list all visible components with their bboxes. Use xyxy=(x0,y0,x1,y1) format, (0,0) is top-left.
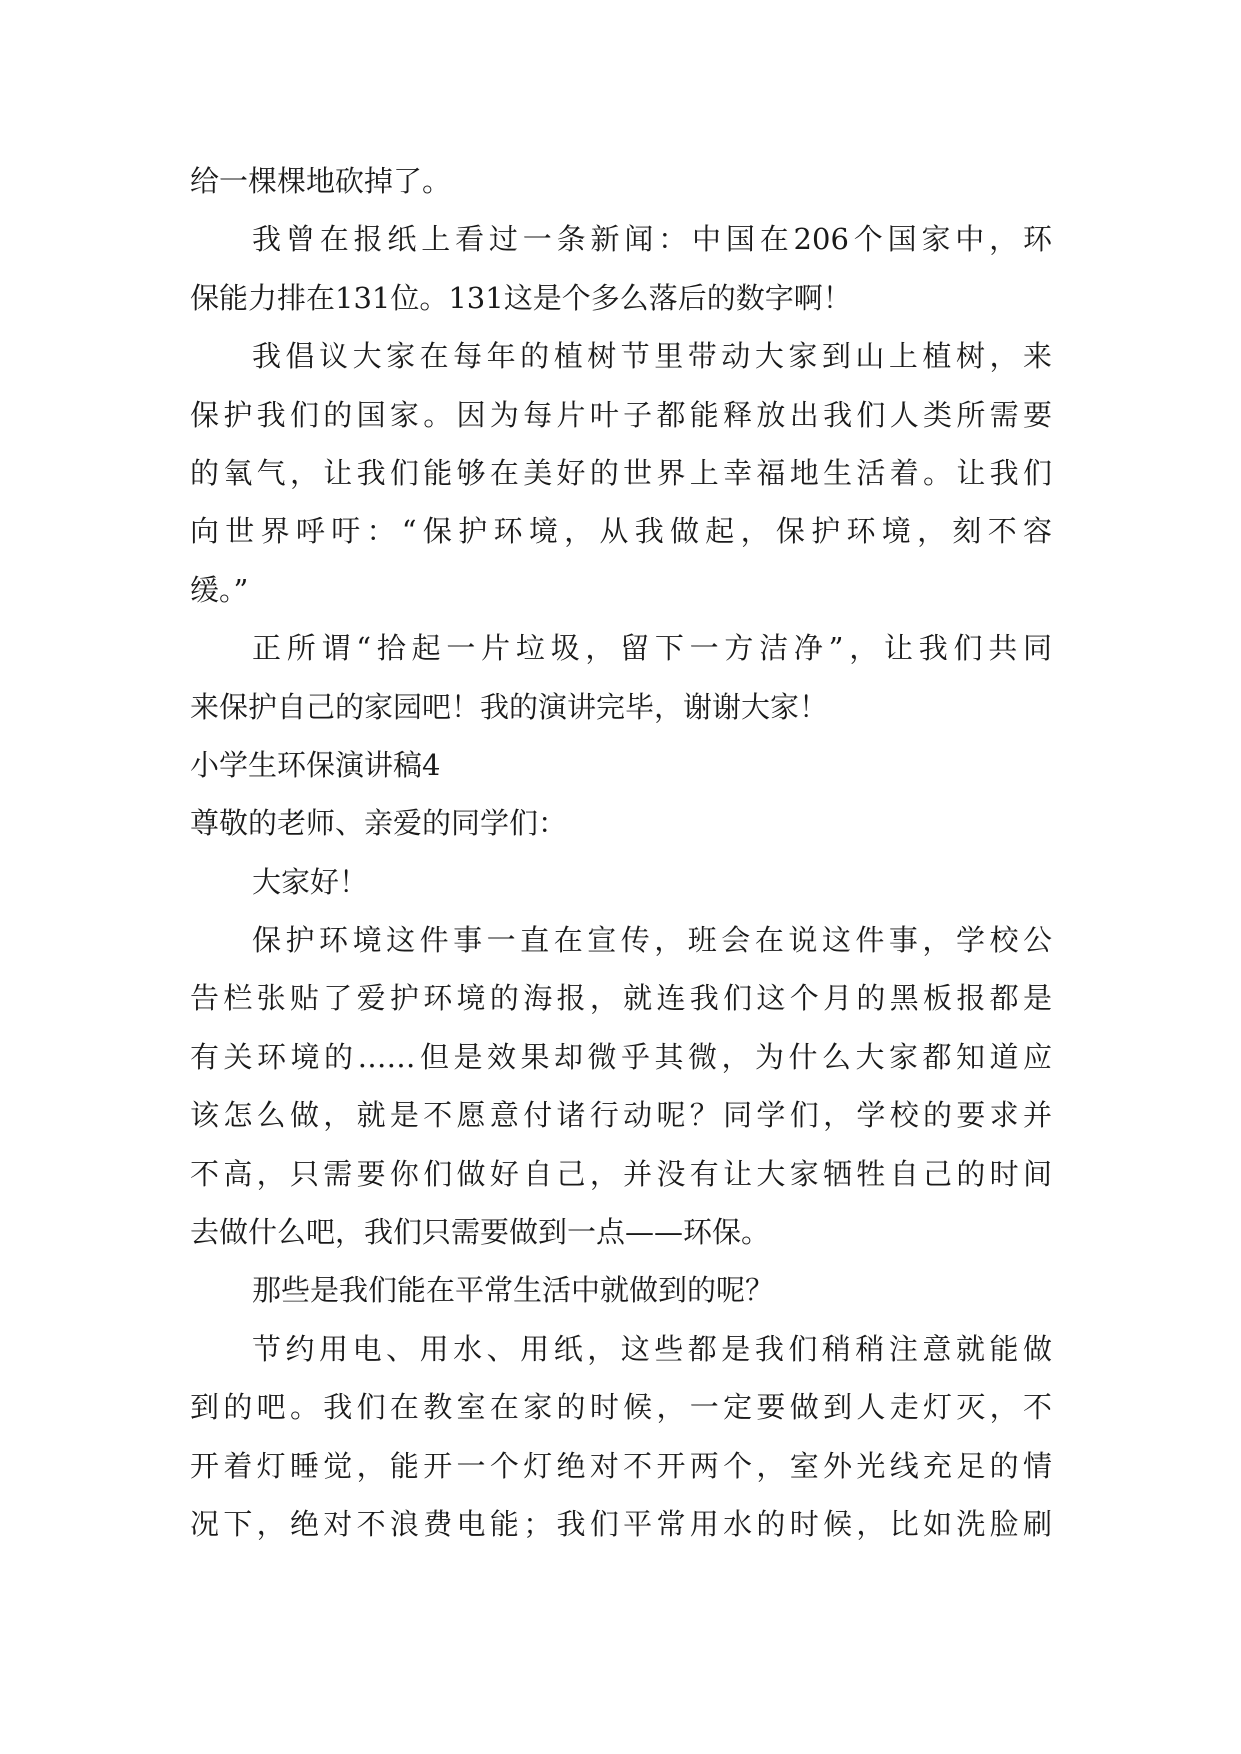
text-line xyxy=(190,1028,1052,1086)
line-text: 不高，只需要你们做好自己，并没有让大家牺牲自己的时间 xyxy=(190,1156,1052,1191)
heading-text: 小学生环保演讲稿4 xyxy=(190,747,441,782)
greeting-text: 大家好！ xyxy=(252,864,369,899)
text-line xyxy=(190,1203,1052,1261)
salutation-text: 尊敬的老师、亲爱的同学们： xyxy=(190,806,568,841)
text-line xyxy=(190,210,1052,268)
text-line xyxy=(190,619,1052,677)
line-text: 我倡议大家在每年的植树节里带动大家到山上植树，来 xyxy=(252,339,1052,374)
document-body xyxy=(190,152,1052,1553)
text-line xyxy=(190,1378,1052,1436)
section-heading xyxy=(190,736,1052,794)
line-text: 告栏张贴了爱护环境的海报，就连我们这个月的黑板报都是 xyxy=(190,981,1052,1016)
text-line xyxy=(190,1495,1052,1553)
line-text: 给一棵棵地砍掉了。 xyxy=(190,164,452,198)
text-line xyxy=(190,327,1052,385)
line-text: 向世界呼吁：“保护环境，从我做起，保护环境，刻不容 xyxy=(190,514,1052,549)
line-text: 开着灯睡觉，能开一个灯绝对不开两个，室外光线充足的情 xyxy=(190,1448,1052,1483)
text-line xyxy=(190,678,1052,736)
line-text: 去做什么吧，我们只需要做到一点——环保。 xyxy=(190,1215,771,1250)
line-text: 缓。” xyxy=(190,572,249,607)
salutation xyxy=(190,794,1052,852)
line-text: 的氧气，让我们能够在美好的世界上幸福地生活着。让我们 xyxy=(190,455,1052,490)
line-text: 正所谓“拾起一片垃圾，留下一方洁净”，让我们共同 xyxy=(252,631,1052,666)
text-line xyxy=(190,502,1052,560)
line-text: 我曾在报纸上看过一条新闻：中国在206个国家中，环 xyxy=(252,222,1052,257)
line-text: 况下，绝对不浪费电能；我们平常用水的时候，比如洗脸刷 xyxy=(190,1506,1052,1541)
text-line xyxy=(190,1437,1052,1495)
line-text: 来保护自己的家园吧！我的演讲完毕，谢谢大家！ xyxy=(190,689,829,724)
line-text: 该怎么做，就是不愿意付诸行动呢？同学们，学校的要求并 xyxy=(190,1098,1052,1133)
text-line xyxy=(190,1320,1052,1378)
text-line xyxy=(190,269,1052,327)
text-line xyxy=(190,444,1052,502)
line-text: 保能力排在131位。131这是个多么落后的数字啊！ xyxy=(190,280,852,315)
text-line xyxy=(190,561,1052,619)
line-text: 有关环境的……但是效果却微乎其微，为什么大家都知道应 xyxy=(190,1039,1052,1074)
text-line xyxy=(190,386,1052,444)
text-line xyxy=(190,969,1052,1027)
line-text: 保护环境这件事一直在宣传，班会在说这件事，学校公 xyxy=(252,923,1052,958)
text-line xyxy=(190,911,1052,969)
text-line xyxy=(190,1145,1052,1203)
text-line xyxy=(190,1086,1052,1144)
line-text: 到的吧。我们在教室在家的时候，一定要做到人走灯灭，不 xyxy=(190,1390,1052,1425)
line-text: 节约用电、用水、用纸，这些都是我们稍稍注意就能做 xyxy=(252,1331,1052,1366)
line-text: 那些是我们能在平常生活中就做到的呢？ xyxy=(252,1273,775,1308)
text-line xyxy=(190,1261,1052,1319)
text-line xyxy=(190,152,1052,210)
line-text: 保护我们的国家。因为每片叶子都能释放出我们人类所需要 xyxy=(190,397,1052,432)
greeting xyxy=(190,853,1052,911)
